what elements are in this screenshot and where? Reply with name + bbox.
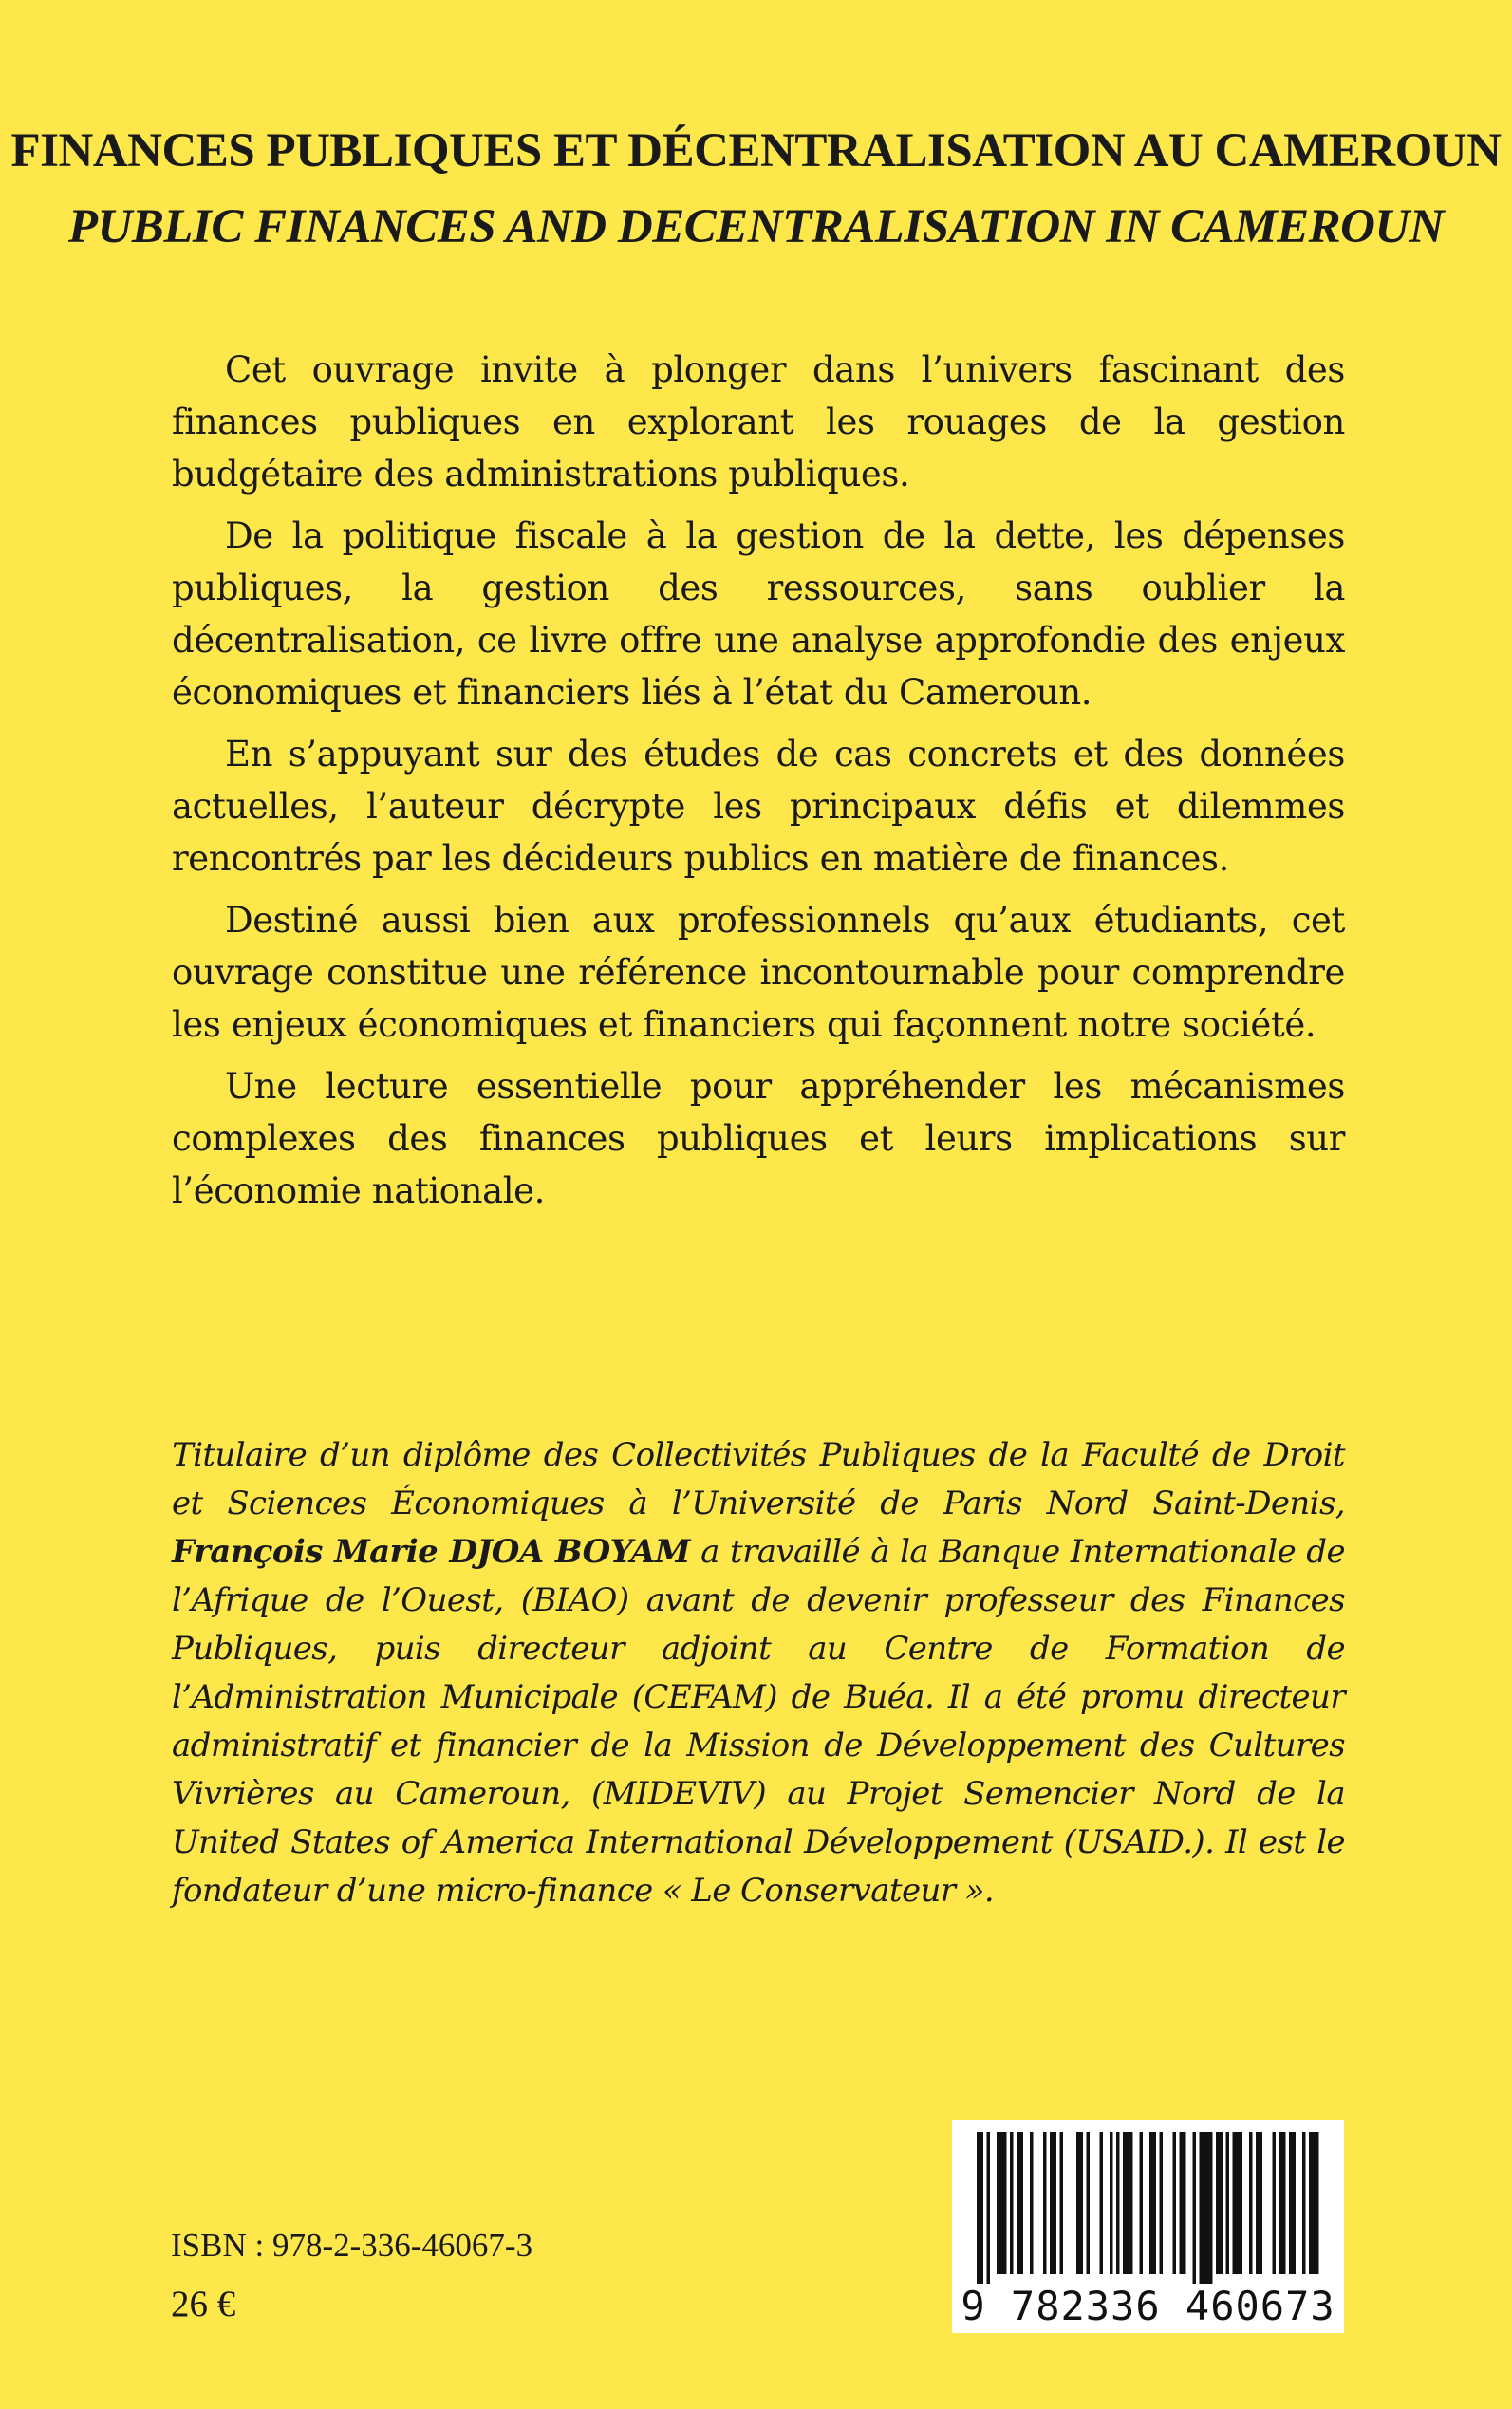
blurb [172,344,1345,1226]
barcode-bar [1043,2132,1047,2274]
author-bio-intro: Titulaire d’un diplôme des Collectivités Publiques de la Faculté de Droit et Sciences Économiques à l’Université de Paris Nord Saint-Denis, [172,1436,1345,1522]
isbn: ISBN : 978-2-336-46067-3 [171,2227,533,2264]
barcode-bar [1030,2132,1034,2274]
barcode-bar [1193,2132,1197,2284]
blurb-paragraph: Une lecture essentielle pour appréhender les mécanismes complexes des finances publiques et leurs implications sur l’économie nationale. [172,1066,1345,1211]
author-bio-body: a travaillé à la Banque Internationale de l’Afrique de l’Ouest, (BIAO) avant de devenir professeur des Finances Publiques, puis directeur adjoint au Centre de Formation de l’Administration Municipale (CEFAM) de Buéa. Il a été promu directeur administratif et financier de la Mission de Développement des Cultures Vivrières au Cameroun, (MIDEVIV) au Projet Semencier Nord de la United States of America International Développement (USAID.). Il est le fondateur d’une micro-finance « Le Conservateur ». [172,1533,1345,1910]
barcode-bar [1160,2132,1164,2274]
barcode-bar [987,2132,991,2284]
barcode-bar [997,2132,1007,2274]
title-english: PUBLIC FINANCES AND DECENTRALISATION IN CAMEROUN [67,200,1445,253]
barcode-bar [1017,2132,1023,2274]
barcode-bar [1087,2132,1091,2274]
barcode-bars [971,2132,1325,2284]
barcode-digits: 9 782336 460673 [961,2283,1335,2329]
barcode-bar [1180,2132,1186,2274]
barcode-bar [1200,2132,1213,2284]
barcode-bar [1140,2132,1144,2274]
price: 26 € [171,2284,236,2325]
blurb-paragraph: Destiné aussi bien aux professionnels qu’aux étudiants, cet ouvrage constitue une référence incontournable pour comprendre les enjeux économiques et financiers qui façonnent notre société. [172,900,1345,1045]
barcode-bar [1110,2132,1113,2274]
barcode-bar [1173,2132,1177,2274]
barcode-bar [1060,2132,1064,2274]
barcode-bar [1216,2132,1223,2274]
blurb-paragraph: Cet ouvrage invite à plonger dans l’univers fascinant des finances publiques en explorant les rouages de la gestion budgétaire des administrations publiques. [172,349,1345,495]
barcode-bar [1226,2132,1230,2274]
barcode-bar [1010,2132,1014,2274]
barcode [952,2120,1344,2333]
barcode-bar [1116,2132,1120,2274]
barcode-bar [1273,2132,1277,2274]
barcode-bar [1100,2132,1104,2274]
barcode-bar [1076,2132,1083,2274]
author-bio [172,1431,1345,1915]
barcode-bar [1050,2132,1056,2274]
barcode-bar [1149,2132,1156,2274]
blurb-paragraph: En s’appuyant sur des études de cas concrets et des données actuelles, l’auteur décrypte les principaux défis et dilemmes rencontrés par les décideurs publics en matière de finances. [172,734,1345,879]
barcode-bar [1302,2132,1306,2274]
barcode-bar [1249,2132,1253,2274]
barcode-bar [1289,2132,1296,2274]
barcode-bar [1233,2132,1243,2274]
title-french: FINANCES PUBLIQUES ET DÉCENTRALISATION AU CAMEROUN [10,124,1502,177]
barcode-bar [1123,2132,1133,2274]
barcode-bar [1279,2132,1286,2274]
author-name: François Marie DJOA BOYAM [172,1533,690,1571]
barcode-bar [977,2132,983,2284]
barcode-bar [1309,2132,1319,2274]
barcode-bar [1256,2132,1262,2274]
blurb-paragraph: De la politique fiscale à la gestion de la dette, les dépenses publiques, la gestion des ressources, sans oublier la décentralisation, ce livre offre une analyse approfondie des enjeux économiques et financiers liés à l’état du Cameroun. [172,515,1345,713]
